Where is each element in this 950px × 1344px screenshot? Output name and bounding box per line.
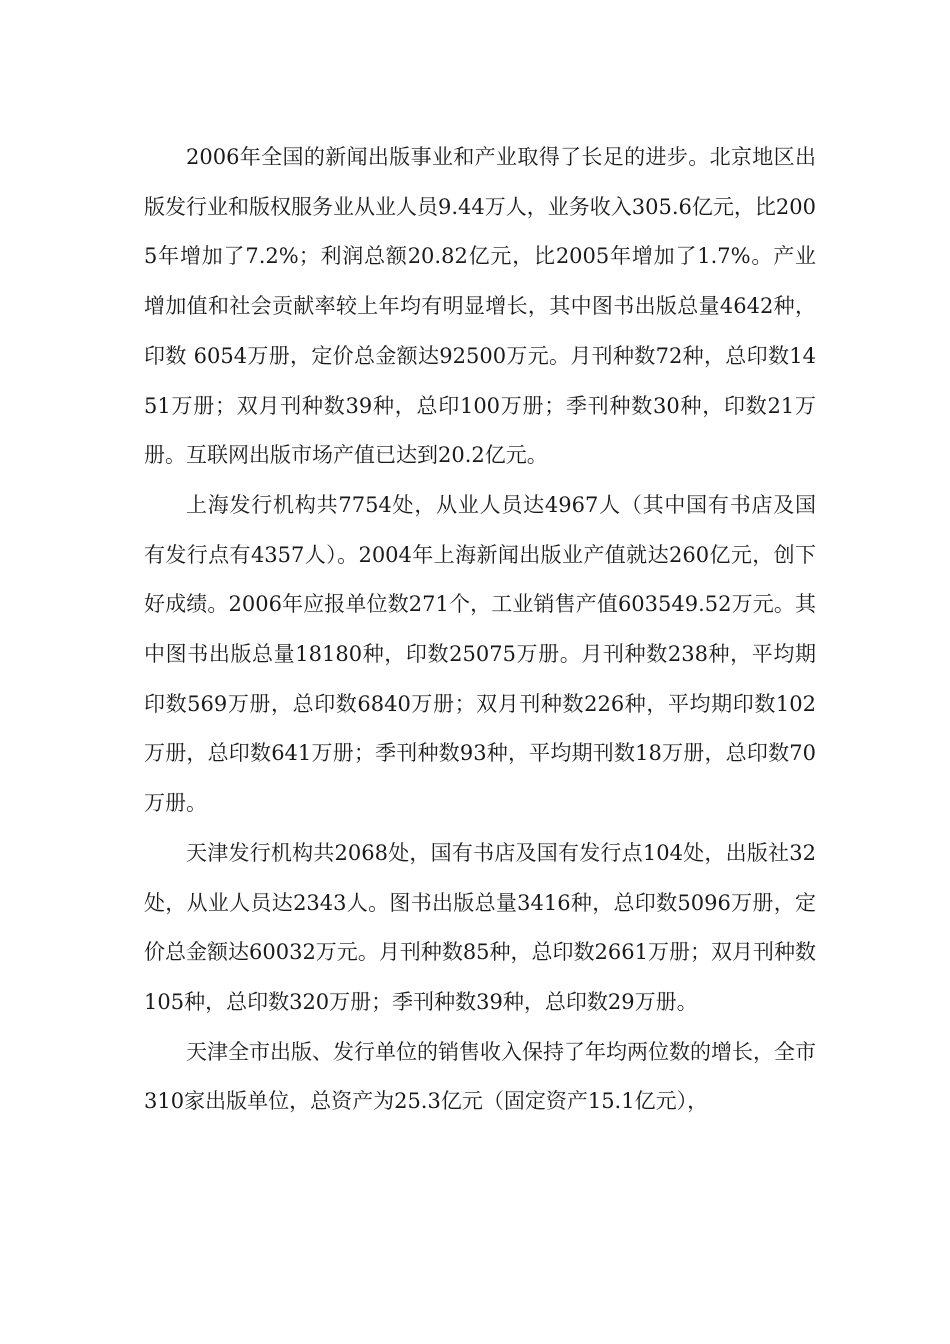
paragraph-shanghai: 上海发行机构共7754处，从业人员达4967人（其中国有书店及国有发行点有4357人）。2004年上海新闻出版业产值就达260亿元，创下好成绩。2006年应报单位数271个，工业销售产值603549.52万元。其中图书出版总量18180种，印数25075万册。月刊种数238种，平均期印数569万册，总印数6840万册；双月刊种数226种，平均期印数102万册，总印数641万册；季刊种数93种，平均期刊数18万册，总印数70万册。 (144, 492, 816, 816)
paragraph-tianjin-institutions: 天津发行机构共2068处，国有书店及国有发行点104处，出版社32处，从业人员达2343人。图书出版总量3416种，总印数5096万册，定价总金额达60032万元。月刊种数85种，总印数2661万册；双月刊种数105种，总印数320万册；季刊种数39种，总印数29万册。 (144, 840, 816, 1014)
paragraph-tianjin-sales: 天津全市出版、发行单位的销售收入保持了年均两位数的增长，全市310家出版单位，总资产为25.3亿元（固定资产15.1亿元）， (144, 1039, 816, 1114)
paragraph-beijing: 2006年全国的新闻出版事业和产业取得了长足的进步。北京地区出版发行业和版权服务业从业人员9.44万人，业务收入305.6亿元，比2005年增加了7.2%；利润总额20.82亿元，比2005年增加了1.7%。产业增加值和社会贡献率较上年均有明显增长，其中图书出版总量4642种，印数 6054万册，定价总金额达92500万元。月刊种数72种，总印数1451万册；双月刊种数39种，总印100万册；季刊种数30种，印数21万册。互联网出版市场产值已达到20.2亿元。 (144, 145, 816, 468)
document-body (144, 133, 816, 1127)
